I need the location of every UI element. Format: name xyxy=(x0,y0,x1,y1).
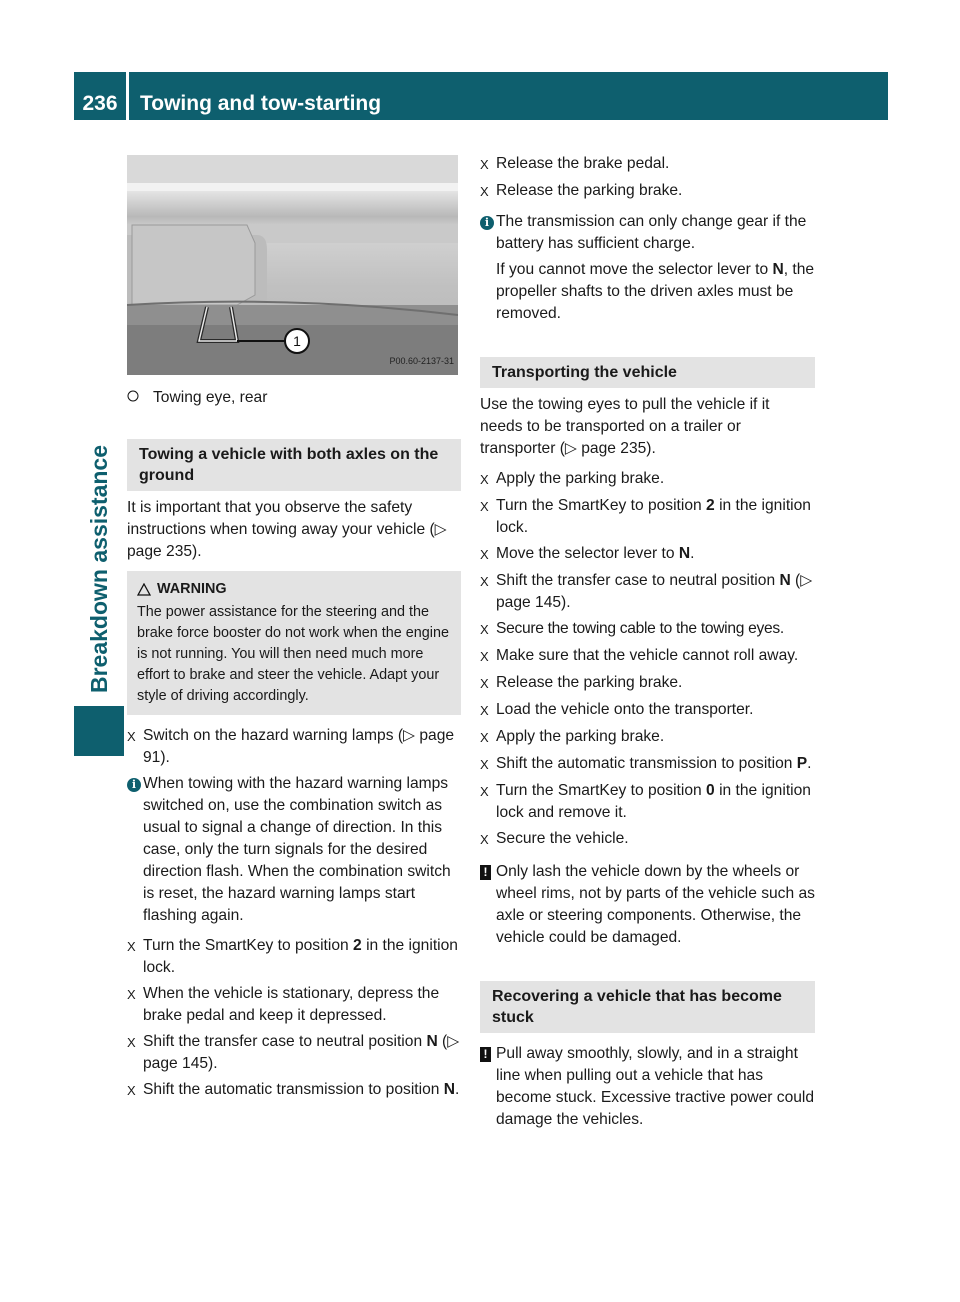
list-item xyxy=(480,645,815,668)
step-arrow-icon: X xyxy=(480,757,489,772)
towing-eye-illustration xyxy=(127,155,458,375)
step-text: Release the parking brake. xyxy=(496,674,683,691)
list-item xyxy=(127,935,461,979)
warning-text: The power assistance for the steering and the brake force booster do not work when the engine is not running. You will then need much more effort to brake and steer the vehicle. Adapt your style of driving accordingly. xyxy=(137,604,449,704)
step-arrow-icon: X xyxy=(480,649,489,664)
list-item xyxy=(127,1031,461,1075)
list-item xyxy=(127,725,461,769)
step-arrow-icon: X xyxy=(127,729,136,744)
list-item xyxy=(480,495,815,539)
step-arrow-icon: X xyxy=(480,703,489,718)
step-text: Shift the transfer case to neutral position N (▷ page 145). xyxy=(143,1033,460,1072)
step-arrow-icon: X xyxy=(480,574,489,589)
step-text: Secure the towing cable to the towing eyes. xyxy=(496,620,784,637)
step-text: Shift the automatic transmission to position P. xyxy=(496,755,812,772)
figure-caption xyxy=(127,387,461,409)
list-item xyxy=(480,672,815,695)
list-item xyxy=(480,753,815,776)
step-arrow-icon: X xyxy=(480,157,489,172)
info-note xyxy=(480,211,815,325)
step-text: Load the vehicle onto the transporter. xyxy=(496,701,754,718)
step-text: Make sure that the vehicle cannot roll away. xyxy=(496,647,799,664)
note-text: If you cannot move the selector lever to N, the propeller shafts to the driven axles must be removed. xyxy=(496,261,815,322)
step-text: Switch on the hazard warning lamps (▷ page 91). xyxy=(143,727,455,766)
section-heading-towing: Towing a vehicle with both axles on the ground xyxy=(127,439,461,491)
step-arrow-icon: X xyxy=(127,1035,136,1050)
step-arrow-icon: X xyxy=(480,832,489,847)
caption-text: Towing eye, rear xyxy=(153,389,268,406)
step-arrow-icon: X xyxy=(480,472,489,487)
step-arrow-icon: X xyxy=(480,784,489,799)
note-text: Pull away smoothly, slowly, and in a straight line when pulling out a vehicle that has become stuck. Excessive tractive power could damage the vehicles. xyxy=(496,1045,815,1128)
section-heading-recovering: Recovering a vehicle that has become stuck xyxy=(480,981,815,1033)
list-item xyxy=(480,570,815,614)
step-text: Apply the parking brake. xyxy=(496,470,665,487)
step-arrow-icon: X xyxy=(480,622,489,637)
towing-eye-photo xyxy=(127,155,458,375)
step-text: Apply the parking brake. xyxy=(496,728,665,745)
header-divider xyxy=(126,72,129,120)
step-text: Secure the vehicle. xyxy=(496,830,629,847)
step-text: When the vehicle is stationary, depress the brake pedal and keep it depressed. xyxy=(143,985,440,1024)
figure-code: P00.60-2137-31 xyxy=(389,356,454,366)
callout-marker-icon xyxy=(127,390,139,402)
warning-box xyxy=(127,571,461,715)
callout-number: 1 xyxy=(293,333,301,349)
section-tab-label: Breakdown assistance xyxy=(86,444,112,693)
towing-intro: It is important that you observe the safety instructions when towing away your vehicle (▷ page 235). xyxy=(127,499,447,560)
warning-triangle-icon xyxy=(137,583,151,596)
list-item xyxy=(480,543,815,566)
step-text: Turn the SmartKey to position 0 in the ignition lock and remove it. xyxy=(496,782,811,821)
warning-title: WARNING xyxy=(157,581,227,597)
note-text: When towing with the hazard warning lamps switched on, use the combination switch as usual to signal a change of direction. In this case, only the turn signals for the desired direction flash. When the combination switch is reset, the hazard warning lamps start flashing again. xyxy=(143,775,451,924)
left-column xyxy=(127,155,461,1106)
info-icon: i xyxy=(127,778,141,792)
step-arrow-icon: X xyxy=(480,676,489,691)
note-text: Only lash the vehicle down by the wheels or wheel rims, not by parts of the vehicle such as axle or steering components. Otherwise, the vehicle could be damaged. xyxy=(496,863,815,946)
list-item xyxy=(480,828,815,851)
step-arrow-icon: X xyxy=(127,987,136,1002)
step-text: Move the selector lever to N. xyxy=(496,545,695,562)
list-item xyxy=(480,468,815,491)
right-column xyxy=(480,153,815,1139)
exclamation-icon: ! xyxy=(480,1047,491,1062)
info-note xyxy=(127,773,461,927)
page-number: 236 xyxy=(82,92,118,115)
list-item xyxy=(127,983,461,1027)
step-text: Release the parking brake. xyxy=(496,182,683,199)
warning-header xyxy=(137,579,455,600)
step-arrow-icon: X xyxy=(480,499,489,514)
step-text: Turn the SmartKey to position 2 in the ignition lock. xyxy=(496,497,811,536)
note-text: The transmission can only change gear if the battery has sufficient charge. xyxy=(496,213,807,252)
step-arrow-icon: X xyxy=(127,939,136,954)
caution-note xyxy=(480,1043,815,1131)
caution-note xyxy=(480,861,815,949)
list-item xyxy=(480,726,815,749)
step-text: Turn the SmartKey to position 2 in the ignition lock. xyxy=(143,937,458,976)
page-title: Towing and tow-starting xyxy=(140,92,382,115)
step-text: Shift the transfer case to neutral position N (▷ page 145). xyxy=(496,572,813,611)
list-item xyxy=(480,780,815,824)
list-item xyxy=(480,618,815,641)
section-tab-marker xyxy=(74,706,124,756)
list-item xyxy=(480,180,815,203)
info-icon: i xyxy=(480,216,494,230)
step-text: Release the brake pedal. xyxy=(496,155,670,172)
step-arrow-icon: X xyxy=(127,1083,136,1098)
list-item xyxy=(127,1079,461,1102)
exclamation-icon: ! xyxy=(480,865,491,880)
step-arrow-icon: X xyxy=(480,184,489,199)
list-item xyxy=(480,699,815,722)
step-text: Shift the automatic transmission to position N. xyxy=(143,1081,460,1098)
step-arrow-icon: X xyxy=(480,730,489,745)
step-arrow-icon: X xyxy=(480,547,489,562)
list-item xyxy=(480,153,815,176)
transporting-intro: Use the towing eyes to pull the vehicle if it needs to be transported on a trailer or transporter (▷ page 235). xyxy=(480,396,770,457)
caption-number xyxy=(127,387,153,409)
section-heading-transporting: Transporting the vehicle xyxy=(480,357,815,388)
